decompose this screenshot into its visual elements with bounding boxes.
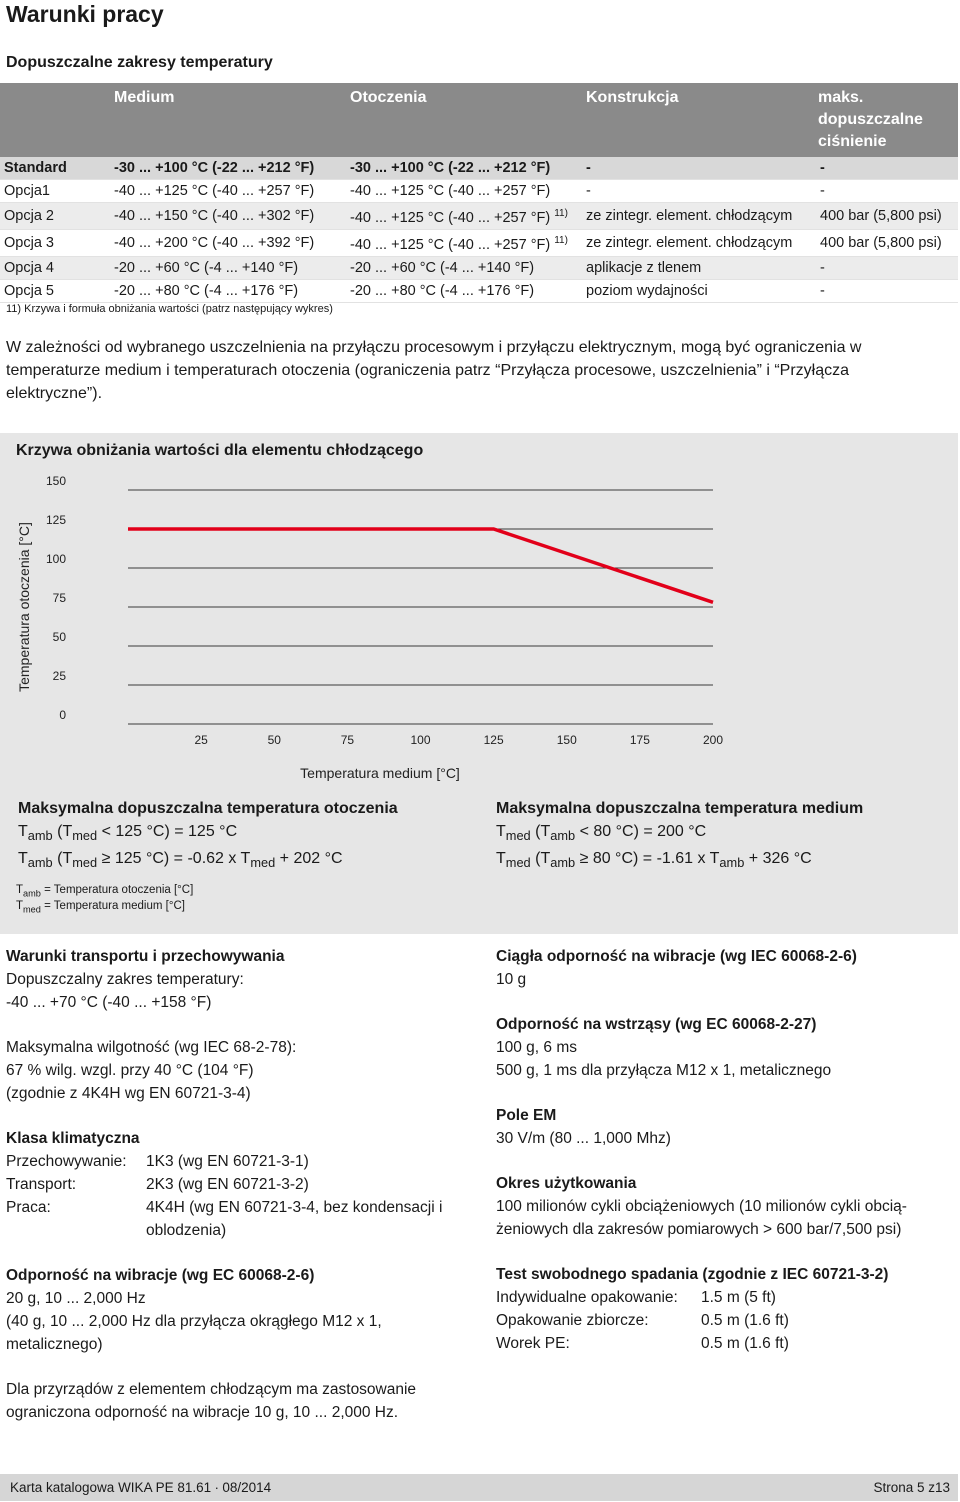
table-cell: -40 ... +200 °C (-40 ... +392 °F) bbox=[110, 229, 346, 256]
subscript: med bbox=[72, 828, 98, 844]
subscript: med bbox=[250, 855, 276, 871]
cont-vibration-title: Ciągła odporność na wibracje (wg IEC 60068-2-6) bbox=[496, 948, 857, 965]
table-cell: - bbox=[816, 157, 958, 180]
subscript: med bbox=[505, 855, 531, 871]
drop-value: 0.5 m (1.6 ft) bbox=[701, 1312, 789, 1329]
table-cell: aplikacje z tlenem bbox=[582, 256, 816, 279]
subscript: amb bbox=[550, 828, 576, 844]
y-tick-label: 25 bbox=[52, 669, 66, 683]
legend-tmed: $T_{med}$ = Temperatura medium [°C] bbox=[16, 900, 185, 915]
drop-value: 1.5 m (5 ft) bbox=[701, 1289, 776, 1306]
table-cell: - bbox=[582, 180, 816, 203]
temperature-table bbox=[0, 83, 958, 303]
service-life-title: Okres użytkowania bbox=[496, 1175, 637, 1192]
header-maks-line2: dopuszczalne bbox=[818, 111, 923, 128]
y-tick-label: 75 bbox=[52, 591, 66, 605]
table-cell: -20 ... +60 °C (-4 ... +140 °F) bbox=[346, 256, 582, 279]
ambient-formula-block bbox=[18, 797, 398, 874]
humidity-line-2: 67 % wilg. wzgl. przy 40 °C (104 °F) bbox=[6, 1062, 254, 1079]
table-row bbox=[0, 229, 958, 256]
table-cell: poziom wydajności bbox=[582, 279, 816, 302]
em-value: 30 V/m (80 ... 1,000 Mhz) bbox=[496, 1130, 671, 1147]
y-tick-label: 125 bbox=[45, 513, 66, 527]
y-axis-label: Temperatura otoczenia [°C] bbox=[16, 522, 32, 692]
vibration-title: Odporność na wibracje (wg EC 60068-2-6) bbox=[6, 1267, 315, 1284]
header-maks-line3: ciśnienie bbox=[818, 133, 887, 150]
table-cell: -40 ... +125 °C (-40 ... +257 °F) $^{11)}$ bbox=[346, 229, 582, 256]
derating-chart bbox=[0, 470, 958, 790]
transport-line-1: Dopuszczalny zakres temperatury: bbox=[6, 971, 244, 988]
table-cell: 400 bar (5,800 psi) bbox=[816, 203, 958, 230]
drop-key: Opakowanie zbiorcze: bbox=[496, 1312, 649, 1329]
table-row bbox=[0, 279, 958, 302]
subscript: med bbox=[505, 828, 531, 844]
page-title: Warunki pracy bbox=[6, 1, 164, 27]
humidity-line-3: (zgodnie z 4K4H wg EN 60721-3-4) bbox=[6, 1085, 251, 1102]
table-cell: 400 bar (5,800 psi) bbox=[816, 229, 958, 256]
ambient-formula-title: Maksymalna dopuszczalna temperatura otoczenia bbox=[18, 800, 398, 817]
footer-page-number: Strona 5 z13 bbox=[873, 1480, 950, 1495]
x-tick-label: 50 bbox=[267, 733, 281, 747]
header-empty bbox=[0, 83, 110, 157]
table-row bbox=[0, 157, 958, 180]
symbol-legend bbox=[16, 884, 193, 917]
transport-line-2: -40 ... +70 °C (-40 ... +158 °F) bbox=[6, 994, 212, 1011]
table-row bbox=[0, 180, 958, 203]
footnote-ref: 11) bbox=[554, 234, 568, 246]
left-column bbox=[6, 945, 476, 1424]
drop-value: 0.5 m (1.6 ft) bbox=[701, 1335, 789, 1352]
subscript: amb bbox=[550, 855, 576, 871]
y-tick-label: 100 bbox=[45, 552, 66, 566]
table-cell: Opcja 4 bbox=[0, 256, 110, 279]
table-cell: -20 ... +80 °C (-4 ... +176 °F) bbox=[110, 279, 346, 302]
climate-key: Transport: bbox=[6, 1176, 77, 1193]
table-cell: - bbox=[816, 279, 958, 302]
table-footnote: 11) Krzywa i formuła obniżania wartości (patrz następujący wykres) bbox=[6, 303, 333, 315]
header-otoczenia: Otoczenia bbox=[346, 83, 582, 157]
y-tick-label: 150 bbox=[45, 474, 66, 488]
shock-title: Odporność na wstrząsy (wg EC 60068-2-27) bbox=[496, 1016, 817, 1033]
table-cell: - bbox=[816, 256, 958, 279]
y-tick-label: 0 bbox=[59, 708, 66, 722]
table-cell: Opcja 5 bbox=[0, 279, 110, 302]
table-cell: - bbox=[816, 180, 958, 203]
right-column bbox=[496, 945, 952, 1355]
header-konstrukcja: Konstrukcja bbox=[582, 83, 816, 157]
subscript: med bbox=[72, 855, 98, 871]
table-cell: -20 ... +60 °C (-4 ... +140 °F) bbox=[110, 256, 346, 279]
table-cell: -20 ... +80 °C (-4 ... +176 °F) bbox=[346, 279, 582, 302]
subscript: amb bbox=[23, 888, 41, 899]
service-life-value: 100 milionów cykli obciążeniowych (10 milionów cykli obcią-żeniowych dla zakresów pomiarowych > 600 bar/7,500 psi) bbox=[496, 1198, 907, 1238]
ambient-formula-2: $T_{amb}$ ($T_{med} \ge 125$ °C) = -0.62 x $T_{med} + 202$ °C bbox=[18, 850, 343, 871]
x-tick-label: 200 bbox=[702, 733, 724, 747]
table-cell: Opcja 2 bbox=[0, 203, 110, 230]
footnote-ref: 11) bbox=[554, 208, 568, 219]
humidity-line-1: Maksymalna wilgotność (wg IEC 68-2-78): bbox=[6, 1039, 297, 1056]
vibration-line-2: (40 g, 10 ... 2,000 Hz dla przyłącza okrągłego M12 x 1, metalicznego) bbox=[6, 1313, 382, 1353]
x-tick-label: 175 bbox=[629, 733, 650, 747]
drop-test-title: Test swobodnego spadania (zgodnie z IEC 60721-3-2) bbox=[496, 1266, 889, 1283]
climate-value: 1K3 (wg EN 60721-3-1) bbox=[146, 1153, 309, 1170]
table-cell: -40 ... +125 °C (-40 ... +257 °F) bbox=[346, 180, 582, 203]
header-max-pressure bbox=[816, 83, 958, 157]
table-cell: Standard bbox=[0, 157, 110, 180]
legend-tamb: $T_{amb}$ = Temperatura otoczenia [°C] bbox=[16, 884, 194, 899]
x-tick-label: 75 bbox=[340, 733, 355, 747]
medium-formula-2: $T_{med}$ ($T_{amb} \ge 80$ °C) = -1.61 x $T_{amb} + 326$ °C bbox=[496, 850, 812, 871]
restriction-paragraph: W zależności od wybranego uszczelnienia na przyłączu procesowym i przyłączu elektrycznym, mogą być ograniczenia w temperaturze medium i temperaturach otoczenia (ograniczenia patrz “Przyłącza procesowe, uszczelnienia” i “Przyłącza elektryczne”). bbox=[6, 339, 862, 402]
drop-row bbox=[496, 1332, 952, 1355]
footer-catalog: Karta katalogowa WIKA PE 81.61 ∙ 08/2014 bbox=[10, 1480, 272, 1495]
table-cell: - bbox=[582, 157, 816, 180]
climate-value: 4K4H (wg EN 60721-3-4, bez kondensacji i oblodzenia) bbox=[146, 1199, 443, 1239]
drop-key: Worek PE: bbox=[496, 1335, 570, 1352]
y-tick-label: 50 bbox=[52, 630, 66, 644]
page-footer bbox=[0, 1474, 958, 1501]
medium-formula-title: Maksymalna dopuszczalna temperatura medium bbox=[496, 800, 864, 817]
x-tick-label: 125 bbox=[483, 733, 504, 747]
table-header-row bbox=[0, 83, 958, 157]
section-subtitle: Dopuszczalne zakresy temperatury bbox=[6, 54, 273, 71]
table-cell: ze zintegr. element. chłodzącym bbox=[582, 229, 816, 256]
shock-line-2: 500 g, 1 ms dla przyłącza M12 x 1, metalicznego bbox=[496, 1062, 832, 1079]
climate-row bbox=[6, 1196, 476, 1242]
medium-formula-block bbox=[496, 797, 863, 874]
transport-title: Warunki transportu i przechowywania bbox=[6, 948, 285, 965]
table-cell: Opcja1 bbox=[0, 180, 110, 203]
climate-row bbox=[6, 1173, 476, 1196]
x-axis-label: Temperatura medium [°C] bbox=[300, 765, 460, 781]
climate-value: 2K3 (wg EN 60721-3-2) bbox=[146, 1176, 309, 1193]
header-medium: Medium bbox=[110, 83, 346, 157]
drop-row bbox=[496, 1309, 952, 1332]
climate-key: Przechowywanie: bbox=[6, 1153, 127, 1170]
em-title: Pole EM bbox=[496, 1107, 557, 1124]
drop-row bbox=[496, 1286, 952, 1309]
table-cell: -40 ... +125 °C (-40 ... +257 °F) bbox=[110, 180, 346, 203]
vibration-line-1: 20 g, 10 ... 2,000 Hz bbox=[6, 1290, 146, 1307]
derating-curve bbox=[128, 529, 713, 602]
x-tick-label: 150 bbox=[556, 733, 577, 747]
subscript: amb bbox=[27, 855, 53, 871]
subscript: amb bbox=[719, 855, 745, 871]
table-cell: Opcja 3 bbox=[0, 229, 110, 256]
table-cell: -40 ... +125 °C (-40 ... +257 °F) $^{11)}$ bbox=[346, 203, 582, 230]
chart-title: Krzywa obniżania wartości dla elementu chłodzącego bbox=[16, 442, 424, 459]
subscript: med bbox=[23, 904, 41, 915]
climate-title: Klasa klimatyczna bbox=[6, 1130, 140, 1147]
ambient-formula-1: $T_{amb}$ ($T_{med} < 125$ °C) = 125 °C bbox=[18, 823, 238, 844]
shock-line-1: 100 g, 6 ms bbox=[496, 1039, 577, 1056]
climate-row bbox=[6, 1150, 476, 1173]
table-row bbox=[0, 203, 958, 230]
drop-key: Indywidualne opakowanie: bbox=[496, 1289, 678, 1306]
x-tick-label: 100 bbox=[410, 733, 431, 747]
cont-vibration-value: 10 g bbox=[496, 971, 527, 988]
table-row bbox=[0, 256, 958, 279]
climate-key: Praca: bbox=[6, 1199, 51, 1216]
header-maks-line1: maks. bbox=[818, 89, 864, 106]
table-cell: -30 ... +100 °C (-22 ... +212 °F) bbox=[110, 157, 346, 180]
table-cell: -30 ... +100 °C (-22 ... +212 °F) bbox=[346, 157, 582, 180]
table-cell: -40 ... +150 °C (-40 ... +302 °F) bbox=[110, 203, 346, 230]
x-tick-label: 25 bbox=[194, 733, 208, 747]
cooling-note: Dla przyrządów z elementem chłodzącym ma zastosowanie ograniczona odporność na wibracje 10 g, 10 ... 2,000 Hz. bbox=[6, 1381, 417, 1421]
medium-formula-1: $T_{med}$ ($T_{amb} < 80$ °C) = 200 °C bbox=[496, 823, 707, 844]
table-cell: ze zintegr. element. chłodzącym bbox=[582, 203, 816, 230]
subscript: amb bbox=[27, 828, 53, 844]
